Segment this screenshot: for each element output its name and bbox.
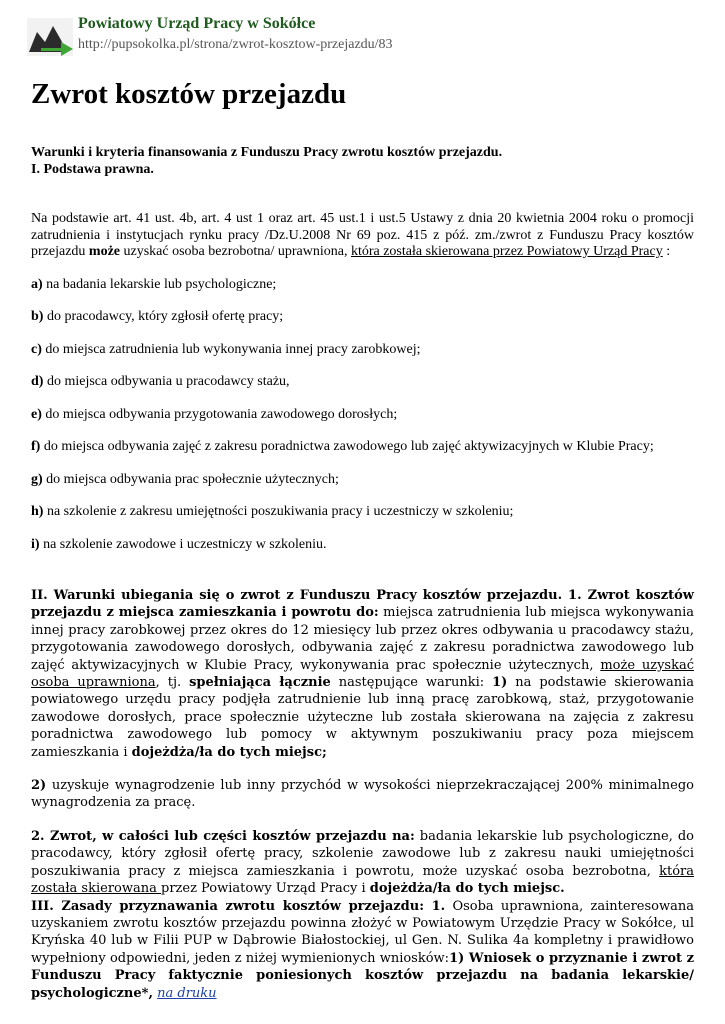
section-2-point-2 — [31, 828, 694, 898]
site-title[interactable]: Powiatowy Urząd Pracy w Sokółce — [78, 15, 316, 32]
list-item — [31, 309, 694, 326]
section-2-text-2: , tj. — [155, 675, 190, 691]
legal-basis-paragraph — [31, 211, 694, 261]
list-item — [31, 504, 694, 521]
legal-basis-underline: która została skierowana przez Powiatowy Urząd Pracy — [350, 244, 663, 259]
list-item-text: do miejsca odbywania u pracodawcy stażu, — [43, 374, 290, 389]
list-item-text: do miejsca odbywania przygotowania zawodowego dorosłych; — [41, 406, 398, 422]
list-item-text: do miejsca odbywania prac społecznie użytecznych; — [42, 471, 339, 487]
legal-basis-text: Na podstawie art. 41 ust. 4b, art. 4 ust 1 oraz art. 45 ust.1 i ust.5 Ustawy z dnia 20 kwietnia 2004 roku o promocji zatrudnienia i instytucjach rynku pracy /Dz.U.2008 Nr 69 poz. 415 z póź. zm./zwrot z Funduszu Pracy kosztów przejazdu — [31, 211, 694, 259]
list-item — [31, 407, 694, 424]
list-item — [31, 439, 694, 456]
list-item — [31, 277, 694, 294]
list-item-letter: d) — [31, 374, 44, 389]
list-item-text: do miejsca odbywania zajęć z zakresu poradnictwa zawodowego lub zajęć aktywizacyjnych w Klubie Pracy; — [40, 439, 654, 454]
point-2-text: badania lekarskie lub psychologiczne, do pracodawcy, który zgłosił ofertę pracy, szkolenie zawodowe lub z zakresu nauki umiejętności poszukiwania pracy z miejsca zamieszkania i powrotu, może uzyskać osoba bezrobotna, — [31, 828, 695, 879]
section-2-underline: może uzyskać osoba uprawniona — [31, 657, 694, 691]
legal-basis-emphasis: może — [88, 244, 121, 259]
legal-basis-text-3: : — [662, 244, 671, 259]
list-item-text: do miejsca zatrudnienia lub wykonywania innej pracy zarobkowej; — [41, 341, 421, 357]
condition-2-number: 2) — [31, 778, 47, 794]
list-item-letter: b) — [31, 309, 44, 324]
list-item — [31, 342, 694, 359]
article-body — [31, 145, 694, 1002]
section-2-paragraph — [31, 587, 694, 761]
list-item — [31, 537, 694, 554]
list-item — [31, 472, 694, 489]
criteria-heading-line1: Warunki i kryteria finansowania z Funduszu Pracy zwrotu kosztów przejazdu. — [31, 145, 503, 160]
list-item-letter: e) — [31, 406, 42, 422]
criteria-heading — [31, 145, 694, 178]
condition-1-number: 1) — [492, 675, 508, 691]
list-item-letter: h) — [31, 504, 44, 519]
list-item-letter: g) — [31, 471, 43, 487]
section-3-emphasis: 1) Wniosek o przyznanie i zwrot z Funduszu Pracy faktycznie poniesionych kosztów przejazdu na badania lekarskie/ psychologiczne*, — [31, 950, 695, 1001]
legal-basis-text-2: uzyskać osoba bezrobotna/ uprawniona, — [120, 244, 351, 259]
list-item — [31, 374, 694, 391]
list-item-letter: c) — [31, 341, 42, 357]
section-2-heading: II. Warunki ubiegania się o zwrot z Funduszu Pracy kosztów przejazdu. 1. Zwrot kosztów przejazdu z miejsca zamieszkania i powrotu do: — [31, 588, 694, 621]
section-2-text-3: następujące warunki: — [330, 675, 493, 691]
section-2-emphasis: spełniająca łącznie — [189, 675, 331, 691]
page-title: Zwrot kosztów przejazdu — [31, 78, 347, 110]
list-item-letter: a) — [31, 276, 43, 292]
section-3-text: Osoba uprawniona, zainteresowana uzyskaniem zwrotu kosztów przejazdu powinna złożyć w Powiatowym Urzędzie Pracy w Sokółce, ul Kryńska 40 lub w Filii PUP w Dąbrowie Białostockiej, ul Gen. N. Sulika 4a kompletny i prawidłowo wypełniony odpowiedni, jeden z niżej wymienionych wniosków: — [31, 898, 695, 966]
form-link[interactable]: na druku — [157, 985, 217, 1001]
list-item-letter: i) — [31, 536, 40, 552]
condition-1-text: na podstawie skierowania powiatowego urzędu pracy podjęła zatrudnienie lub inną pracę zarobkową, staż, przygotowanie zawodowe dorosłych, prace społecznie użyteczne lub została skierowana na zajęcia z zakresu poradnictwa zawodowego lub pomocy w aktywnym poszukiwaniu pracy poza miejscem zamieszkania i — [31, 675, 695, 760]
point-2-heading: 2. Zwrot, w całości lub części kosztów przejazdu na: — [31, 828, 415, 844]
page-url[interactable]: http://pupsokolka.pl/strona/zwrot-kosztow-przejazdu/83 — [78, 37, 393, 52]
condition-2-paragraph — [31, 777, 694, 812]
list-item-letter: f) — [31, 439, 41, 454]
point-2-emphasis: dojeżdża/ła do tych miejsc. — [369, 881, 565, 897]
list-item-text: do pracodawcy, który zgłosił ofertę pracy; — [43, 309, 284, 324]
list-item-text: na szkolenie zawodowe i uczestniczy w szkoleniu. — [39, 536, 327, 552]
legal-basis-heading: I. Podstawa prawna. — [31, 161, 154, 177]
list-item-text: na badania lekarskie lub psychologiczne; — [42, 276, 277, 292]
site-logo-icon — [27, 18, 73, 56]
section-2-text: miejsca zatrudnienia lub miejsca wykonywania innej pracy zarobkowej przez okres do 12 miesięcy lub przez okres odbywania u pracodawcy stażu, przygotowania zawodowego dorosłych, odbywania zajęć z zakresu poradnictwa zawodowego lub zajęć aktywizacyjnych w Klubie Pracy, wykonywania prac społecznie użytecznych, — [31, 605, 695, 673]
point-2-text-2: przez Powiatowy Urząd Pracy i — [161, 881, 370, 897]
page-header — [27, 12, 707, 57]
condition-1-emphasis: dojeżdża/ła do tych miejsc; — [131, 744, 327, 760]
section-3-paragraph — [31, 898, 694, 1002]
point-2-underline: która została skierowana — [31, 863, 694, 897]
list-item-text: na szkolenie z zakresu umiejętności poszukiwania pracy i uczestniczy w szkoleniu; — [43, 504, 514, 519]
condition-2-text: uzyskuje wynagrodzenie lub inny przychód w wysokości nieprzekraczającej 200% minimalnego wynagrodzenia za pracę. — [31, 778, 694, 811]
section-3-heading: III. Zasady przyznawania zwrotu kosztów przejazdu: 1. — [31, 898, 446, 914]
